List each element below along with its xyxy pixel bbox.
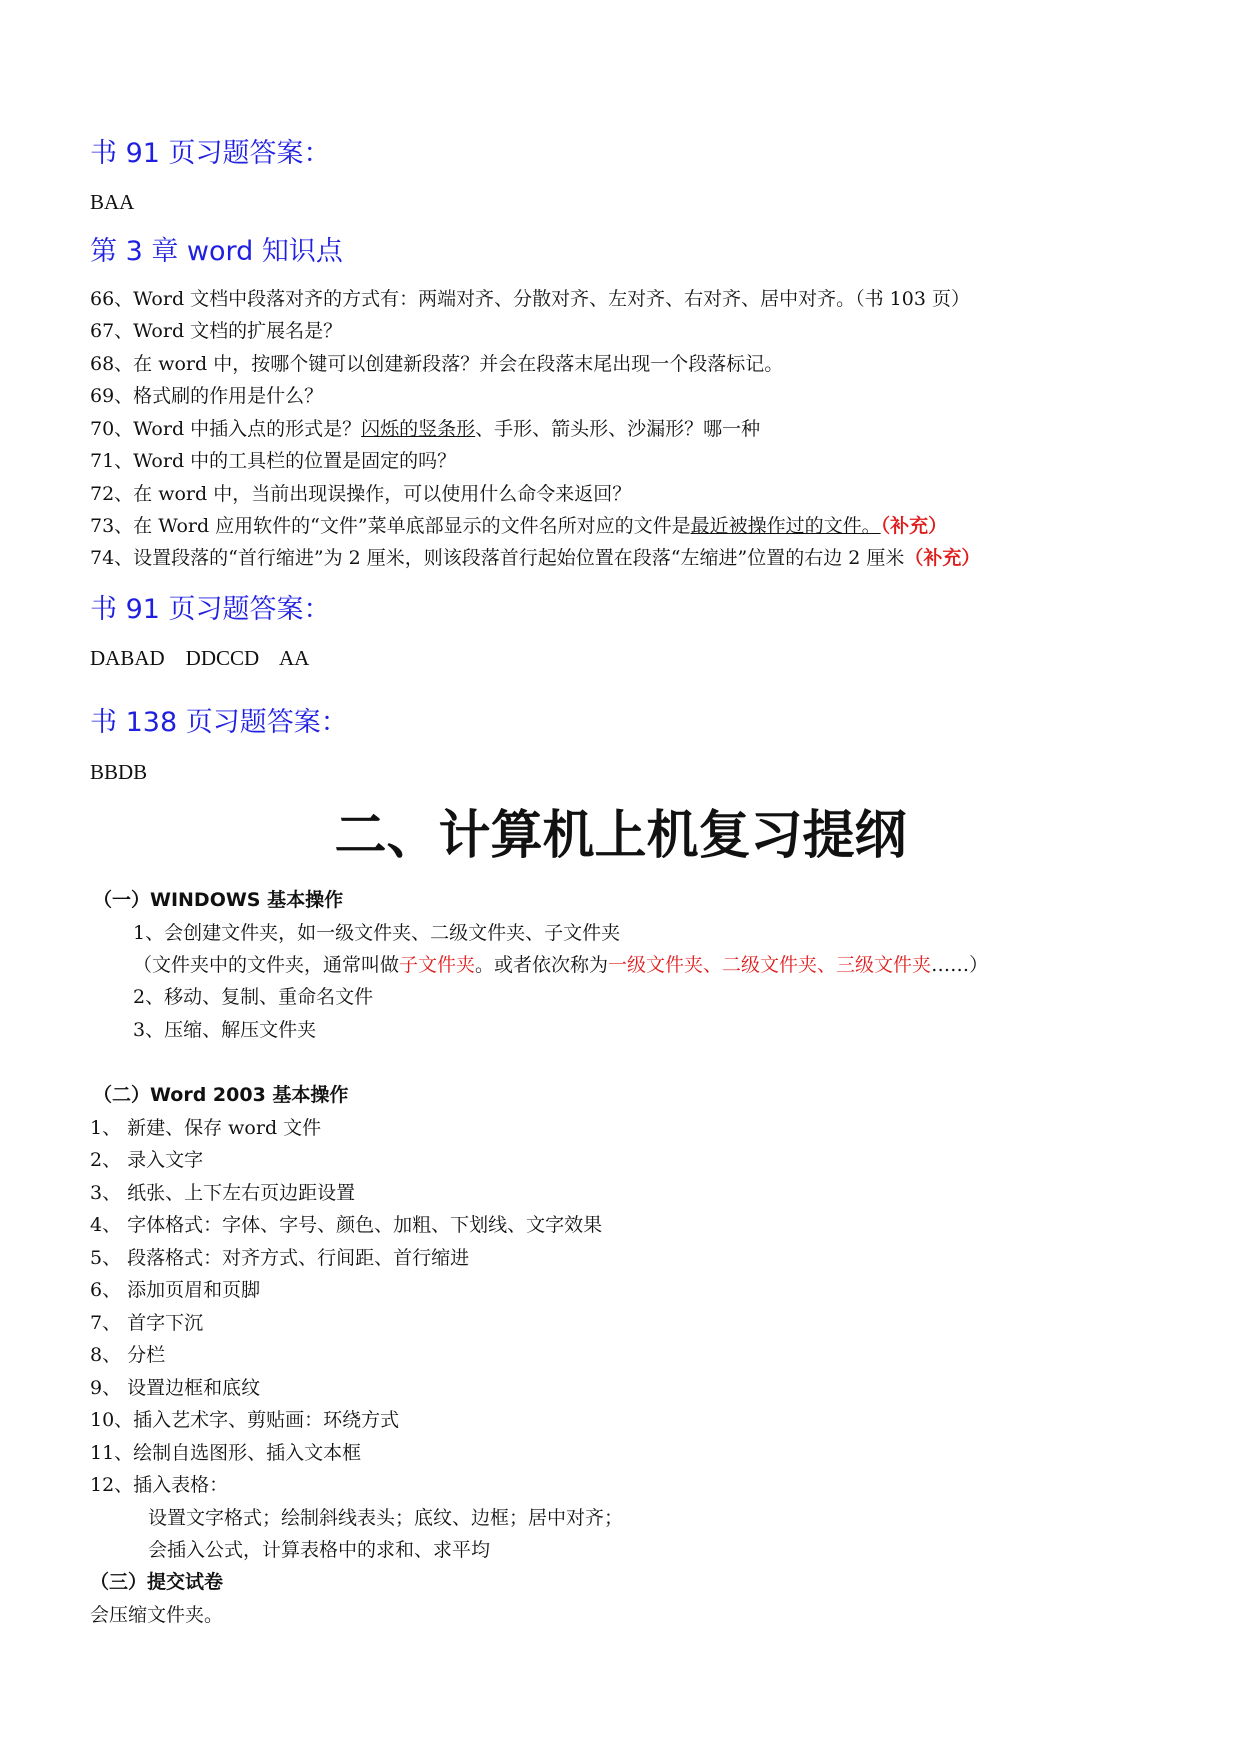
section-title: 二、计算机上机复习提纲 [334, 806, 907, 866]
heading-chapter3-word: 第 3 章 word 知识点 [90, 236, 343, 267]
heading-p91-answers: 书 91 页习题答案： [90, 138, 331, 169]
windows-note-highlight: 子文件夹 [399, 954, 476, 976]
windows-note-highlight-2: 一级文件夹、二级文件夹、三级文件夹 [608, 954, 932, 976]
section-windows-heading: （一）WINDOWS 基本操作 [93, 889, 344, 911]
word-item-11: 11、绘制自选图形、插入文本框 [90, 1442, 362, 1464]
supplement-tag: （补充） [904, 547, 981, 569]
word-item-7: 7、 首字下沉 [90, 1312, 204, 1334]
section-submit-heading: （三）提交试卷 [90, 1571, 224, 1593]
question-73-underlined: 最近被操作过的文件。 [690, 515, 881, 537]
word-item-1: 1、 新建、保存 word 文件 [90, 1117, 322, 1139]
word-item-2: 2、 录入文字 [90, 1149, 204, 1171]
question-71: 71、Word 中的工具栏的位置是固定的吗？ [90, 450, 457, 472]
heading-p138-answers: 书 138 页习题答案： [90, 707, 348, 738]
question-69: 69、格式刷的作用是什么？ [90, 385, 324, 407]
question-73 [90, 517, 947, 536]
word-item-8: 8、 分栏 [90, 1344, 166, 1366]
question-72: 72、在 word 中，当前出现误操作，可以使用什么命令来返回？ [90, 483, 632, 505]
word-item-9: 9、 设置边框和底纹 [90, 1377, 261, 1399]
windows-note [133, 956, 988, 975]
word-item-3: 3、 纸张、上下左右页边距设置 [90, 1182, 356, 1204]
answer-p91-2: DABAD DDCCD AA [90, 646, 310, 670]
answer-p138: BBDB [90, 760, 148, 784]
question-68: 68、在 word 中，按哪个键可以创建新段落？并会在段落末尾出现一个段落标记。 [90, 353, 784, 375]
word-item-5: 5、 段落格式：对齐方式、行间距、首行缩进 [90, 1247, 470, 1269]
windows-item-3: 3、压缩、解压文件夹 [133, 1019, 317, 1041]
question-70-text: 70、Word 中插入点的形式是？ [90, 418, 362, 440]
windows-note-text: （文件夹中的文件夹，通常叫做 [133, 954, 400, 976]
supplement-tag: （补充） [880, 515, 948, 537]
word-item-12-sub-1: 设置文字格式；绘制斜线表头；底纹、边框；居中对齐； [148, 1507, 624, 1529]
windows-item-1: 1、会创建文件夹，如一级文件夹、二级文件夹、子文件夹 [133, 922, 621, 944]
word-item-12: 12、插入表格： [90, 1474, 229, 1496]
word-item-12-sub-2: 会插入公式，计算表格中的求和、求平均 [148, 1539, 491, 1561]
word-item-4: 4、 字体格式：字体、字号、颜色、加粗、下划线、文字效果 [90, 1214, 603, 1236]
heading-p91-answers-2: 书 91 页习题答案： [90, 594, 331, 625]
submit-item-1: 会压缩文件夹。 [90, 1604, 224, 1626]
question-74-text: 74、设置段落的“首行缩进”为 2 厘米，则该段落首行起始位置在段落“左缩进”位置的右边 2 厘米 [90, 547, 905, 569]
question-66: 66、Word 文档中段落对齐的方式有：两端对齐、分散对齐、左对齐、右对齐、居中对齐。（书 103 页） [90, 288, 970, 310]
question-70 [90, 420, 760, 439]
section-word-heading: （二）Word 2003 基本操作 [93, 1084, 349, 1106]
windows-note-text-3: ……） [931, 954, 989, 976]
question-70-underlined: 闪烁的竖条形 [361, 418, 476, 440]
windows-item-2: 2、移动、复制、重命名文件 [133, 986, 374, 1008]
word-item-6: 6、 添加页眉和页脚 [90, 1279, 261, 1301]
answer-p91: BAA [90, 190, 135, 214]
windows-note-text-2: 。或者依次称为 [475, 954, 609, 976]
word-item-10: 10、插入艺术字、剪贴画：环绕方式 [90, 1409, 400, 1431]
question-73-text: 73、在 Word 应用软件的“文件”菜单底部显示的文件名所对应的文件是 [90, 515, 691, 537]
question-74 [90, 549, 980, 568]
question-70-rest: 、手形、箭头形、沙漏形？哪一种 [475, 418, 761, 440]
question-67: 67、Word 文档的扩展名是？ [90, 320, 343, 342]
